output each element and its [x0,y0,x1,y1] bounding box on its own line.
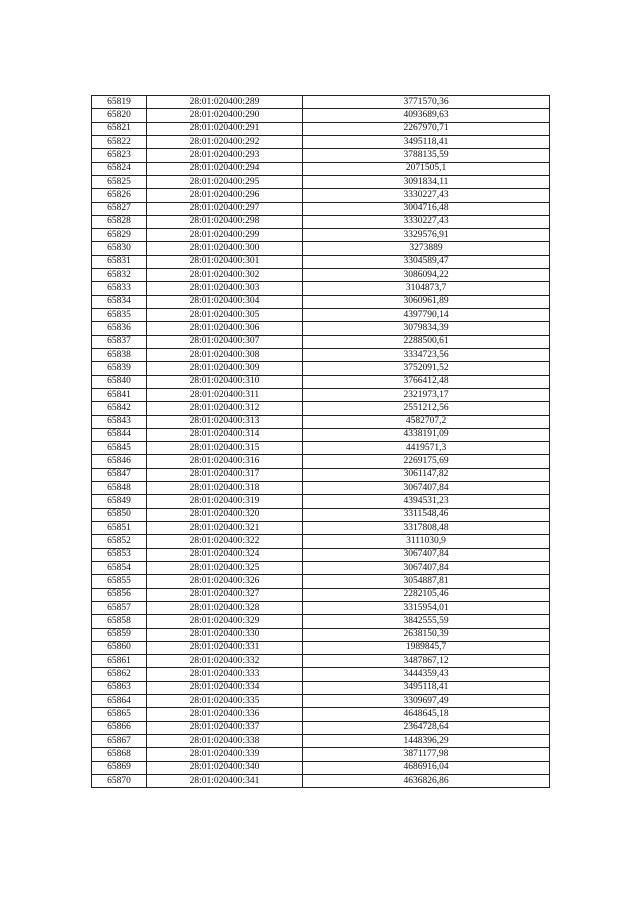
row-number-cell: 65855 [92,575,147,588]
row-number-cell: 65826 [92,189,147,202]
cadastral-number-cell: 28:01:020400:313 [147,415,303,428]
table-row [92,482,550,495]
row-number-cell: 65839 [92,362,147,375]
table-row [92,202,550,215]
row-number-cell: 65853 [92,548,147,561]
value-cell: 2267970,71 [303,122,550,135]
cadastral-number-cell: 28:01:020400:333 [147,668,303,681]
cadastral-number-cell: 28:01:020400:295 [147,175,303,188]
table-row [92,388,550,401]
value-cell: 3444359,43 [303,668,550,681]
value-cell: 3842555,59 [303,615,550,628]
table-row [92,135,550,148]
table-row [92,522,550,535]
cadastral-number-cell: 28:01:020400:318 [147,482,303,495]
cadastral-number-cell: 28:01:020400:332 [147,655,303,668]
row-number-cell: 65868 [92,748,147,761]
value-cell: 3067407,84 [303,561,550,574]
value-cell: 3766412,48 [303,375,550,388]
table-row [92,215,550,228]
value-cell: 3086094,22 [303,269,550,282]
table-row [92,735,550,748]
table-row [92,295,550,308]
value-cell: 3771570,36 [303,96,550,109]
table-row [92,415,550,428]
row-number-cell: 65822 [92,135,147,148]
value-cell: 3004716,48 [303,202,550,215]
table-row [92,122,550,135]
row-number-cell: 65865 [92,708,147,721]
table-row [92,774,550,787]
cadastral-number-cell: 28:01:020400:294 [147,162,303,175]
row-number-cell: 65843 [92,415,147,428]
cadastral-number-cell: 28:01:020400:300 [147,242,303,255]
value-cell: 2638150,39 [303,628,550,641]
cadastral-number-cell: 28:01:020400:289 [147,96,303,109]
value-cell: 3091834,11 [303,175,550,188]
value-cell: 2071505,1 [303,162,550,175]
value-cell: 4338191,09 [303,428,550,441]
row-number-cell: 65850 [92,508,147,521]
value-cell: 4394531,23 [303,495,550,508]
table-row [92,695,550,708]
row-number-cell: 65821 [92,122,147,135]
table-row [92,548,550,561]
row-number-cell: 65838 [92,348,147,361]
cadastral-number-cell: 28:01:020400:336 [147,708,303,721]
row-number-cell: 65844 [92,428,147,441]
table-row [92,335,550,348]
cadastral-number-cell: 28:01:020400:339 [147,748,303,761]
row-number-cell: 65862 [92,668,147,681]
table-row [92,561,550,574]
table-row [92,309,550,322]
cadastral-number-cell: 28:01:020400:334 [147,681,303,694]
row-number-cell: 65841 [92,388,147,401]
table-row [92,681,550,694]
value-cell: 3334723,56 [303,348,550,361]
row-number-cell: 65866 [92,721,147,734]
table-row [92,575,550,588]
cadastral-number-cell: 28:01:020400:311 [147,388,303,401]
table-row [92,495,550,508]
value-cell: 3273889 [303,242,550,255]
table-row [92,255,550,268]
cadastral-number-cell: 28:01:020400:319 [147,495,303,508]
value-cell: 3067407,84 [303,482,550,495]
cadastral-number-cell: 28:01:020400:309 [147,362,303,375]
table-row [92,668,550,681]
row-number-cell: 65856 [92,588,147,601]
row-number-cell: 65854 [92,561,147,574]
value-cell: 3104873,7 [303,282,550,295]
value-cell: 3311548,46 [303,508,550,521]
value-cell: 1448396,29 [303,735,550,748]
table-row [92,588,550,601]
cadastral-number-cell: 28:01:020400:308 [147,348,303,361]
table-row [92,362,550,375]
row-number-cell: 65833 [92,282,147,295]
value-cell: 4397790,14 [303,309,550,322]
value-cell: 3495118,41 [303,135,550,148]
table-row [92,761,550,774]
value-cell: 2269175,69 [303,455,550,468]
value-cell: 3079834,39 [303,322,550,335]
cadastral-number-cell: 28:01:020400:297 [147,202,303,215]
cadastral-number-cell: 28:01:020400:328 [147,601,303,614]
cadastral-number-cell: 28:01:020400:302 [147,269,303,282]
row-number-cell: 65851 [92,522,147,535]
cadastral-number-cell: 28:01:020400:340 [147,761,303,774]
value-cell: 3060961,89 [303,295,550,308]
table-row [92,508,550,521]
cadastral-number-cell: 28:01:020400:335 [147,695,303,708]
row-number-cell: 65847 [92,468,147,481]
row-number-cell: 65836 [92,322,147,335]
value-cell: 3788135,59 [303,149,550,162]
table-row [92,442,550,455]
cadastral-number-cell: 28:01:020400:330 [147,628,303,641]
row-number-cell: 65863 [92,681,147,694]
row-number-cell: 65828 [92,215,147,228]
cadastral-number-cell: 28:01:020400:307 [147,335,303,348]
table-row [92,455,550,468]
table-row [92,375,550,388]
value-cell: 3061147,82 [303,468,550,481]
value-cell: 2364728,64 [303,721,550,734]
table-row [92,615,550,628]
value-cell: 3330227,43 [303,215,550,228]
row-number-cell: 65852 [92,535,147,548]
value-cell: 3304589,47 [303,255,550,268]
cadastral-number-cell: 28:01:020400:298 [147,215,303,228]
row-number-cell: 65827 [92,202,147,215]
row-number-cell: 65860 [92,641,147,654]
table-row [92,748,550,761]
cadastral-number-cell: 28:01:020400:293 [147,149,303,162]
cadastral-number-cell: 28:01:020400:310 [147,375,303,388]
cadastral-number-cell: 28:01:020400:322 [147,535,303,548]
cadastral-number-cell: 28:01:020400:304 [147,295,303,308]
value-cell: 3054887,81 [303,575,550,588]
table-body [92,96,550,788]
table-row [92,708,550,721]
row-number-cell: 65825 [92,175,147,188]
value-cell: 3871177,98 [303,748,550,761]
value-cell: 3330227,43 [303,189,550,202]
row-number-cell: 65842 [92,402,147,415]
cadastral-number-cell: 28:01:020400:305 [147,309,303,322]
table-row [92,402,550,415]
row-number-cell: 65823 [92,149,147,162]
cadastral-number-cell: 28:01:020400:301 [147,255,303,268]
cadastral-number-cell: 28:01:020400:331 [147,641,303,654]
cadastral-number-cell: 28:01:020400:315 [147,442,303,455]
row-number-cell: 65846 [92,455,147,468]
value-cell: 3315954,01 [303,601,550,614]
value-cell: 4686916,04 [303,761,550,774]
value-cell: 4582707,2 [303,415,550,428]
cadastral-number-cell: 28:01:020400:317 [147,468,303,481]
row-number-cell: 65834 [92,295,147,308]
value-cell: 3487867,12 [303,655,550,668]
value-cell: 2282105,46 [303,588,550,601]
table-row [92,96,550,109]
table-row [92,721,550,734]
row-number-cell: 65858 [92,615,147,628]
cadastral-number-cell: 28:01:020400:316 [147,455,303,468]
value-cell: 3752091,52 [303,362,550,375]
value-cell: 4636826,86 [303,774,550,787]
data-table [91,95,550,788]
table-row [92,109,550,122]
row-number-cell: 65869 [92,761,147,774]
cadastral-number-cell: 28:01:020400:314 [147,428,303,441]
table-row [92,175,550,188]
row-number-cell: 65861 [92,655,147,668]
value-cell: 4648645,18 [303,708,550,721]
value-cell: 2551212,56 [303,402,550,415]
row-number-cell: 65870 [92,774,147,787]
table-row [92,655,550,668]
cadastral-number-cell: 28:01:020400:291 [147,122,303,135]
table-row [92,601,550,614]
table-row [92,242,550,255]
row-number-cell: 65835 [92,309,147,322]
table-row [92,229,550,242]
cadastral-number-cell: 28:01:020400:299 [147,229,303,242]
value-cell: 1989845,7 [303,641,550,654]
row-number-cell: 65857 [92,601,147,614]
cadastral-number-cell: 28:01:020400:290 [147,109,303,122]
table-row [92,641,550,654]
cadastral-number-cell: 28:01:020400:324 [147,548,303,561]
cadastral-number-cell: 28:01:020400:337 [147,721,303,734]
value-cell: 3111030,9 [303,535,550,548]
row-number-cell: 65849 [92,495,147,508]
table-row [92,282,550,295]
row-number-cell: 65867 [92,735,147,748]
value-cell: 2321973,17 [303,388,550,401]
cadastral-number-cell: 28:01:020400:341 [147,774,303,787]
row-number-cell: 65840 [92,375,147,388]
table-row [92,468,550,481]
row-number-cell: 65832 [92,269,147,282]
row-number-cell: 65848 [92,482,147,495]
table-row [92,189,550,202]
value-cell: 3329576,91 [303,229,550,242]
cadastral-number-cell: 28:01:020400:303 [147,282,303,295]
value-cell: 3309697,49 [303,695,550,708]
value-cell: 3067407,84 [303,548,550,561]
row-number-cell: 65837 [92,335,147,348]
table-row [92,428,550,441]
row-number-cell: 65830 [92,242,147,255]
table-row [92,269,550,282]
table-row [92,322,550,335]
table-row [92,149,550,162]
cadastral-number-cell: 28:01:020400:292 [147,135,303,148]
row-number-cell: 65831 [92,255,147,268]
row-number-cell: 65824 [92,162,147,175]
row-number-cell: 65829 [92,229,147,242]
table-row [92,628,550,641]
cadastral-number-cell: 28:01:020400:296 [147,189,303,202]
value-cell: 3495118,41 [303,681,550,694]
cadastral-number-cell: 28:01:020400:306 [147,322,303,335]
cadastral-number-cell: 28:01:020400:325 [147,561,303,574]
cadastral-number-cell: 28:01:020400:321 [147,522,303,535]
row-number-cell: 65819 [92,96,147,109]
cadastral-number-cell: 28:01:020400:338 [147,735,303,748]
row-number-cell: 65864 [92,695,147,708]
row-number-cell: 65845 [92,442,147,455]
value-cell: 2288500,61 [303,335,550,348]
cadastral-number-cell: 28:01:020400:327 [147,588,303,601]
cadastral-number-cell: 28:01:020400:320 [147,508,303,521]
table-row [92,162,550,175]
cadastral-number-cell: 28:01:020400:312 [147,402,303,415]
row-number-cell: 65820 [92,109,147,122]
value-cell: 3317808,48 [303,522,550,535]
cadastral-number-cell: 28:01:020400:329 [147,615,303,628]
table-row [92,348,550,361]
value-cell: 4093689,63 [303,109,550,122]
table-row [92,535,550,548]
cadastral-number-cell: 28:01:020400:326 [147,575,303,588]
row-number-cell: 65859 [92,628,147,641]
value-cell: 4419571,3 [303,442,550,455]
